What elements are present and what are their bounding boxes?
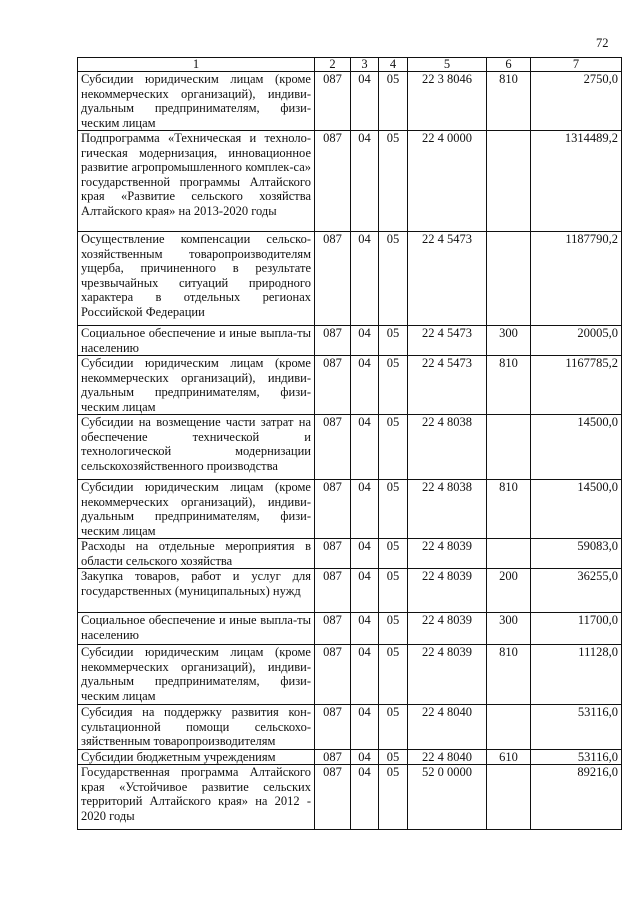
row-name-cell: Социальное обеспечение и иные выпла-ты населению [78, 326, 315, 356]
section-code-cell: 04 [351, 645, 379, 705]
row-name-cell: Субсидия на поддержку развития кон-сультационной помощи сельскохо-зяйственным товаропроизводителям [78, 705, 315, 750]
ved-code-cell: 087 [315, 480, 351, 539]
row-name-cell: Субсидии на возмещение части затрат на обеспечение технической и технологической модернизации сельскохозяйственного производства [78, 415, 315, 480]
table-row [78, 326, 622, 356]
expense-type-cell [487, 415, 531, 480]
section-code-cell: 04 [351, 705, 379, 750]
subsection-code-cell: 05 [379, 569, 408, 613]
ved-code-cell: 087 [315, 749, 351, 765]
subsection-code-cell: 05 [379, 645, 408, 705]
amount-cell: 11700,0 [531, 613, 622, 645]
expense-type-cell: 810 [487, 72, 531, 131]
target-article-cell: 52 0 0000 [408, 765, 487, 830]
subsection-code-cell: 05 [379, 705, 408, 750]
expense-type-cell: 810 [487, 356, 531, 415]
table-row [78, 705, 622, 750]
ved-code-cell: 087 [315, 569, 351, 613]
table-row [78, 539, 622, 569]
section-code-cell: 04 [351, 356, 379, 415]
expense-type-cell: 300 [487, 326, 531, 356]
section-code-cell: 04 [351, 539, 379, 569]
ved-code-cell: 087 [315, 232, 351, 326]
section-code-cell: 04 [351, 72, 379, 131]
amount-cell: 11128,0 [531, 645, 622, 705]
table-row [78, 415, 622, 480]
row-name-cell: Субсидии бюджетным учреждениям [78, 749, 315, 765]
table-row [78, 232, 622, 326]
table-row [78, 645, 622, 705]
target-article-cell: 22 4 5473 [408, 232, 487, 326]
subsection-code-cell: 05 [379, 72, 408, 131]
subsection-code-cell: 05 [379, 480, 408, 539]
row-name-cell: Субсидии юридическим лицам (кроме некоммерческих организаций), индиви-дуальным предпринимателям, физи-ческим лицам [78, 645, 315, 705]
row-name-cell: Осуществление компенсации сельско-хозяйственным товаропроизводителям ущерба, причиненного в результате чрезвычайных ситуаций природного характера в отдельных регионах Российской Федерации [78, 232, 315, 326]
subsection-code-cell: 05 [379, 356, 408, 415]
ved-code-cell: 087 [315, 765, 351, 830]
column-header: 2 [315, 58, 351, 72]
expense-type-cell [487, 131, 531, 232]
ved-code-cell: 087 [315, 356, 351, 415]
expense-type-cell [487, 232, 531, 326]
subsection-code-cell: 05 [379, 749, 408, 765]
amount-cell: 20005,0 [531, 326, 622, 356]
section-code-cell: 04 [351, 569, 379, 613]
table-row [78, 569, 622, 613]
column-header: 3 [351, 58, 379, 72]
column-header: 4 [379, 58, 408, 72]
target-article-cell: 22 4 8040 [408, 749, 487, 765]
table-row [78, 749, 622, 765]
expense-type-cell [487, 705, 531, 750]
amount-cell: 53116,0 [531, 749, 622, 765]
subsection-code-cell: 05 [379, 326, 408, 356]
table-row [78, 131, 622, 232]
budget-table [77, 57, 622, 830]
section-code-cell: 04 [351, 415, 379, 480]
amount-cell: 1314489,2 [531, 131, 622, 232]
ved-code-cell: 087 [315, 415, 351, 480]
amount-cell: 53116,0 [531, 705, 622, 750]
subsection-code-cell: 05 [379, 613, 408, 645]
ved-code-cell: 087 [315, 326, 351, 356]
ved-code-cell: 087 [315, 539, 351, 569]
table-row [78, 356, 622, 415]
section-code-cell: 04 [351, 480, 379, 539]
row-name-cell: Социальное обеспечение и иные выпла-ты населению [78, 613, 315, 645]
target-article-cell: 22 3 8046 [408, 72, 487, 131]
amount-cell: 1187790,2 [531, 232, 622, 326]
target-article-cell: 22 4 8039 [408, 539, 487, 569]
table-row [78, 613, 622, 645]
target-article-cell: 22 4 0000 [408, 131, 487, 232]
target-article-cell: 22 4 8039 [408, 645, 487, 705]
target-article-cell: 22 4 8039 [408, 613, 487, 645]
expense-type-cell [487, 765, 531, 830]
row-name-cell: Субсидии юридическим лицам (кроме некоммерческих организаций), индиви-дуальным предпринимателям, физи-ческим лицам [78, 480, 315, 539]
section-code-cell: 04 [351, 749, 379, 765]
amount-cell: 59083,0 [531, 539, 622, 569]
table-row [78, 480, 622, 539]
amount-cell: 14500,0 [531, 415, 622, 480]
amount-cell: 36255,0 [531, 569, 622, 613]
expense-type-cell: 810 [487, 645, 531, 705]
subsection-code-cell: 05 [379, 232, 408, 326]
row-name-cell: Расходы на отдельные мероприятия в области сельского хозяйства [78, 539, 315, 569]
expense-type-cell: 300 [487, 613, 531, 645]
table-row [78, 72, 622, 131]
section-code-cell: 04 [351, 131, 379, 232]
expense-type-cell: 200 [487, 569, 531, 613]
target-article-cell: 22 4 8039 [408, 569, 487, 613]
expense-type-cell: 610 [487, 749, 531, 765]
header-row [78, 58, 622, 72]
ved-code-cell: 087 [315, 131, 351, 232]
table-row [78, 765, 622, 830]
amount-cell: 14500,0 [531, 480, 622, 539]
subsection-code-cell: 05 [379, 765, 408, 830]
subsection-code-cell: 05 [379, 415, 408, 480]
amount-cell: 1167785,2 [531, 356, 622, 415]
row-name-cell: Субсидии юридическим лицам (кроме некоммерческих организаций), индиви-дуальным предпринимателям, физи-ческим лицам [78, 356, 315, 415]
column-header: 1 [78, 58, 315, 72]
subsection-code-cell: 05 [379, 131, 408, 232]
row-name-cell: Подпрограмма «Техническая и техноло-гическая модернизация, инновационное развитие агропромышленного комплек-са» государственной программы Алтайского края «Развитие сельского хозяйства Алтайского края» на 2013-2020 годы [78, 131, 315, 232]
target-article-cell: 22 4 5473 [408, 326, 487, 356]
section-code-cell: 04 [351, 232, 379, 326]
row-name-cell: Закупка товаров, работ и услуг для государственных (муниципальных) нужд [78, 569, 315, 613]
ved-code-cell: 087 [315, 613, 351, 645]
section-code-cell: 04 [351, 765, 379, 830]
row-name-cell: Государственная программа Алтайского края «Устойчивое развитие сельских территорий Алтайского края» на 2012 - 2020 годы [78, 765, 315, 830]
page-number: 72 [596, 36, 609, 50]
ved-code-cell: 087 [315, 705, 351, 750]
amount-cell: 2750,0 [531, 72, 622, 131]
target-article-cell: 22 4 8038 [408, 480, 487, 539]
column-header: 6 [487, 58, 531, 72]
column-header: 7 [531, 58, 622, 72]
target-article-cell: 22 4 8038 [408, 415, 487, 480]
subsection-code-cell: 05 [379, 539, 408, 569]
section-code-cell: 04 [351, 613, 379, 645]
target-article-cell: 22 4 8040 [408, 705, 487, 750]
target-article-cell: 22 4 5473 [408, 356, 487, 415]
row-name-cell: Субсидии юридическим лицам (кроме некоммерческих организаций), индиви-дуальным предпринимателям, физи-ческим лицам [78, 72, 315, 131]
section-code-cell: 04 [351, 326, 379, 356]
ved-code-cell: 087 [315, 72, 351, 131]
expense-type-cell: 810 [487, 480, 531, 539]
column-header: 5 [408, 58, 487, 72]
amount-cell: 89216,0 [531, 765, 622, 830]
ved-code-cell: 087 [315, 645, 351, 705]
expense-type-cell [487, 539, 531, 569]
